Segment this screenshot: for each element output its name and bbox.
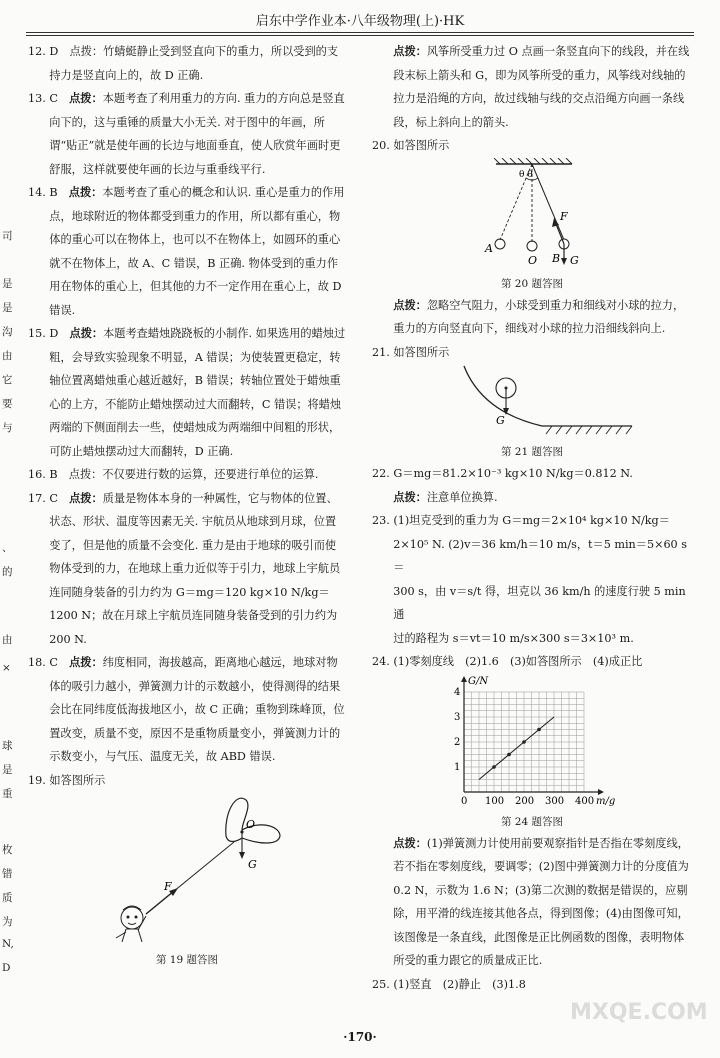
- figure-19: [28, 792, 346, 942]
- answer-24: 24. (1)零刻度线 (2)1.6 (3)如答图所示 (4)成正比: [372, 655, 643, 668]
- label-F: F: [560, 209, 568, 223]
- edge-char: 要: [2, 398, 13, 410]
- answer-20-note: 点拨：忽略空气阻力，小球受到重力和细线对小球的拉力，重力的方向竖直向下，细线对小球的拉力沿细线斜向上.: [393, 297, 685, 335]
- edge-char: 球: [2, 740, 13, 752]
- x-tick-label: 300: [545, 795, 565, 807]
- right-column: [372, 40, 692, 996]
- curved-slope: [464, 366, 632, 426]
- label-G: G: [496, 414, 505, 427]
- figure-20-caption: 第 20 题答图: [500, 277, 564, 290]
- answer-19: 19. 如答图所示: [28, 773, 106, 787]
- edge-char: 由: [2, 634, 13, 646]
- x-tick-label: 0: [461, 795, 468, 807]
- label-B: B: [552, 251, 561, 265]
- header-rule-2: [26, 35, 694, 36]
- edge-char: 由: [2, 350, 13, 362]
- label-G: G: [570, 253, 579, 267]
- answer-19-note: 点拨：风筝所受重力过 O 点画一条竖直向下的线段，并在线段末标上箭头和 G，即为风筝所受的重力，风筝线对线轴的拉力是沿绳的方向，故过线轴与线的交点沿绳方向画一条线段，标上斜向上的箭头.: [393, 44, 690, 129]
- figure-24: [372, 674, 692, 812]
- edge-char: ×: [2, 662, 11, 674]
- data-point: [507, 752, 511, 756]
- edge-char: 重: [2, 788, 13, 800]
- answer-24-note: 点拨：(1)弹簧测力计使用前要观察指针是否指在零刻度线，若不指在零刻度线，要调零；(2)图中弹簧测力计的分度值为 0.2 N，示数为 1.6 N；(3)第二次测的数据是错误的，应剔除，用平滑的线连接其他各点，得到图像；(4)由图像可知，该图像是一条直线，此图像是正比例函数的图像，表明物体所受的重力跟它的质量成正比.: [393, 835, 689, 967]
- answer-23-line-2: 2×10⁵ N. (2)v＝36 km/h＝10 m/s，t＝5 min＝5×60 s＝: [393, 537, 687, 574]
- left-column: [28, 40, 346, 970]
- ball-A-icon: [495, 239, 505, 249]
- label-O: O: [528, 253, 538, 267]
- gravity-arrow-icon: [561, 258, 567, 265]
- pendulum-diagram: [372, 158, 692, 274]
- answer-21: 21. 如答图所示: [372, 345, 450, 359]
- watermark-logo: MXQE.COM: [570, 1000, 708, 1025]
- figure-20: [372, 158, 692, 274]
- header-rule: [26, 32, 694, 33]
- x-tick-label: 200: [515, 795, 535, 807]
- ground-hatch-icon: [546, 426, 632, 434]
- edge-char: 它: [2, 374, 13, 386]
- gravity-arrow-icon: [239, 852, 245, 859]
- page-number: ·170·: [343, 1030, 377, 1044]
- x-tick-label: 100: [485, 795, 505, 807]
- edge-char: 枚: [2, 844, 13, 856]
- edge-char: 与: [2, 422, 13, 434]
- label-A: A: [485, 241, 493, 255]
- answer-23-line-1: 23. (1)坦克受到的重力为 G＝mg＝2×10⁴ kg×10 N/kg＝: [372, 514, 670, 527]
- answer-20: 20. 如答图所示: [372, 139, 450, 152]
- y-tick-label: 4: [454, 686, 461, 698]
- x-axis-label: m/g: [596, 795, 616, 807]
- edge-char: 是: [2, 302, 13, 314]
- answer-22-note: 点拨：注意单位换算.: [393, 489, 498, 504]
- answer-23-line-4: 过的路程为 s＝vt＝10 m/s×300 s＝3×10³ m.: [393, 631, 634, 645]
- answer-12: 12. D 点拨：竹蜻蜓静止受到竖直向下的重力，所以受到的支持力是竖直向上的，故 D 正确.: [28, 45, 339, 82]
- slope-ball-diagram: [372, 364, 692, 442]
- answer-25: 25. (1)竖直 (2)静止 (3)1.8: [372, 977, 526, 991]
- data-point: [522, 740, 526, 744]
- data-point: [492, 765, 496, 769]
- label-F: F: [164, 880, 172, 893]
- page-header: [0, 0, 720, 36]
- answer-14: 14. B 点拨：本题考查了重心的概念和认识. 重心是重力的作用点，地球附近的物体都受到重力的作用，所以都有重心，物体的重心可以在物体上，也可以不在物体上，如圆环的重心就不在物体上，故 A、C 错误，B 正确. 物体受到的重力作用在物体的重心上，但其他的力不一定作用在重心上，故 D 错误.: [28, 185, 345, 317]
- y-tick-label: 3: [454, 711, 461, 723]
- figure-21: [372, 364, 692, 442]
- edge-char: 为: [2, 916, 13, 928]
- answer-18: 18. C 点拨：纬度相同，海拔越高，距离地心越远，地球对物体的吸引力越小，弹簧测力计的示数越小，使得测得的结果会比在同纬度低海拔地区小，故 C 正确；重物到珠峰顶，位置改变，质量不变，原因不是重物质量变小，弹簧测力计的示数变小，与气压、温度无关，故 ABD 错误.: [28, 655, 345, 763]
- x-tick-label: 400: [575, 795, 595, 807]
- ceiling-hatch-icon: [494, 158, 572, 164]
- figure-19-caption: 第 19 题答图: [155, 954, 219, 966]
- edge-char: 、: [2, 542, 13, 554]
- label-G: G: [248, 858, 257, 871]
- edge-char: 司: [2, 230, 13, 242]
- ball-O-icon: [527, 241, 537, 251]
- answer-23-line-3: 300 s，由 v＝s/t 得，坦克以 36 km/h 的速度行驶 5 min 通: [393, 584, 686, 621]
- label-theta: θ θ: [519, 169, 533, 180]
- header-title: 启东中学作业本·八年级物理(上)·HK: [255, 14, 465, 29]
- child-figure-icon: [116, 906, 146, 942]
- data-point: [537, 727, 541, 731]
- answer-16: 16. B 点拨：不仅要进行数的运算，还要进行单位的运算.: [28, 468, 319, 481]
- kite-diagram: [28, 792, 346, 942]
- edge-char: 是: [2, 764, 13, 776]
- y-axis-arrow-icon: [461, 676, 467, 682]
- y-tick-label: 1: [454, 761, 461, 773]
- edge-char: 沟: [2, 326, 13, 338]
- label-O: O: [246, 818, 256, 831]
- edge-char: 质: [2, 892, 13, 904]
- figure-21-caption: 第 21 题答图: [500, 446, 564, 458]
- answer-13: 13. C 点拨：本题考查了利用重力的方向. 重力的方向总是竖直向下的，这与重锤的质量大小无关. 对于图中的年画，所谓“贴正”就是使年画的长边与地面垂直，使人欣赏年画时更舒服，这样就要使年画的长边与重垂线平行.: [28, 91, 345, 176]
- y-tick-label: 2: [454, 736, 461, 748]
- y-axis-label: G/N: [468, 675, 489, 687]
- edge-char: 的: [2, 566, 13, 578]
- answer-22: 22. G＝mg＝81.2×10⁻³ kg×10 N/kg＝0.812 N.: [372, 467, 633, 480]
- figure-24-caption: 第 24 题答图: [500, 815, 564, 828]
- edge-char: N,: [2, 938, 14, 950]
- edge-char: D: [2, 962, 11, 974]
- edge-char: 错: [2, 868, 13, 880]
- x-axis-arrow-icon: [598, 789, 604, 795]
- answer-15: 15. D 点拨：本题考查蜡烛跷跷板的小制作. 如果选用的蜡烛过粗，会导致实验现象不明显，A 错误；为使装置更稳定，转轴位置离蜡烛重心越近越好，B 错误；转轴位置处于蜡烛重心的上方，不能防止蜡烛摆动过大而翻转，C 错误；将蜡烛两端的下侧面削去一些，使蜡烛成为两端细中间粗的形状，可防止蜡烛摆动过大而翻转，D 正确.: [28, 326, 346, 458]
- edge-char: 是: [2, 278, 13, 290]
- weight-mass-chart: [372, 674, 692, 812]
- answer-17: 17. C 点拨：质量是物体本身的一种属性，它与物体的位置、状态、形状、温度等因素无关. 宇航员从地球到月球，位置变了，但是他的质量不会变化. 重力是由于地球的吸引而使物体受到的力，在地球上重力近似等于引力，地球上宇航员连同随身装备的引力约为 G＝mg＝120 kg×10 N/kg＝1200 N；故在月球上宇航员连同随身装备受到的引力约为 200 N.: [28, 490, 341, 646]
